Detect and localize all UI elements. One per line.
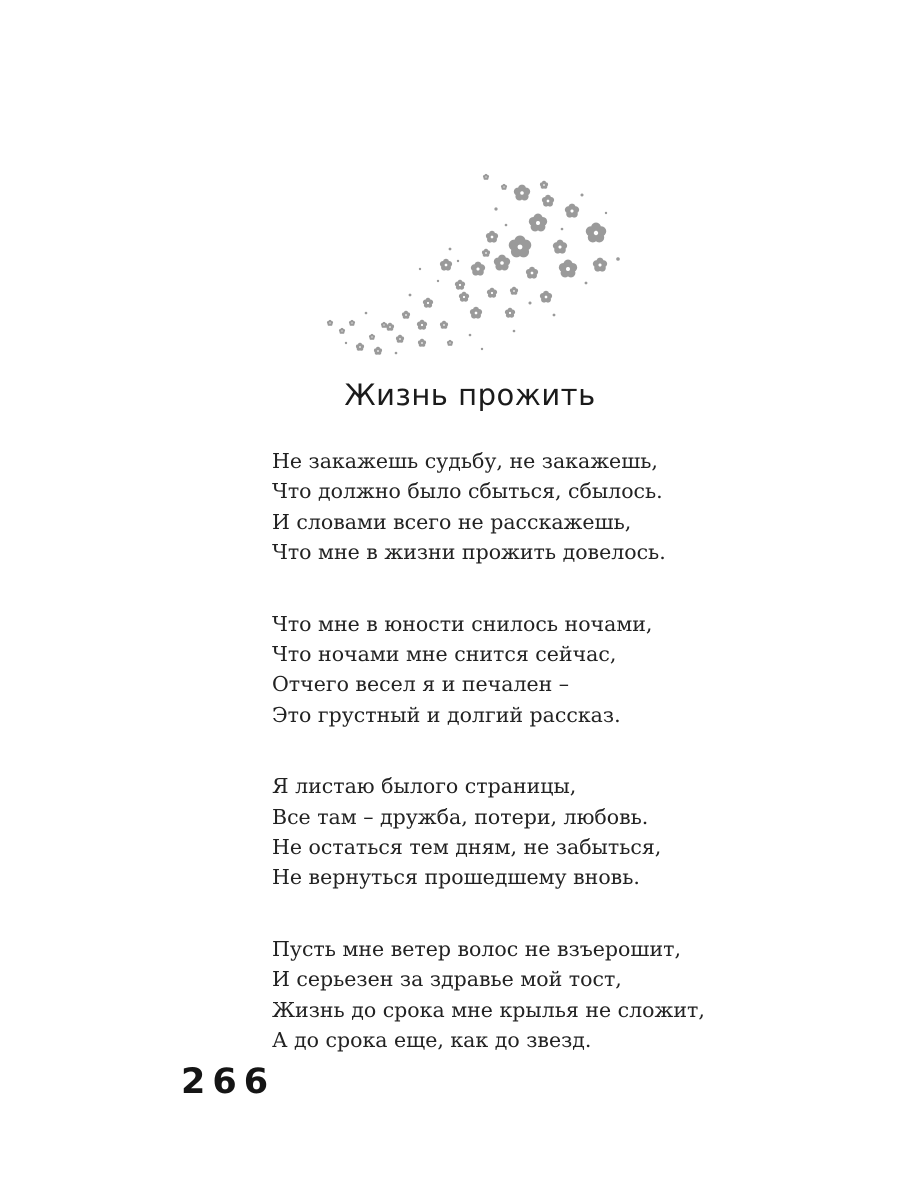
petal-dot xyxy=(505,224,508,227)
flower-icon xyxy=(471,262,485,276)
flower-icon xyxy=(482,249,490,257)
flower-icon xyxy=(418,339,426,347)
flower-icon xyxy=(505,308,515,318)
page-number: 266 xyxy=(181,1062,276,1102)
petal-dot xyxy=(419,268,421,270)
petal-dot xyxy=(513,330,516,333)
petal-dot xyxy=(581,194,584,197)
stanza xyxy=(272,609,832,731)
stanza xyxy=(272,771,832,893)
petal-dot xyxy=(494,207,497,210)
petal-dot xyxy=(449,248,452,251)
flower-icon xyxy=(542,195,554,207)
flower-icon xyxy=(540,291,552,303)
flower-icon xyxy=(529,214,547,232)
petal-dot xyxy=(457,260,459,262)
petal-dot xyxy=(395,352,398,355)
poem-line: А до срока еще, как до звезд. xyxy=(272,1028,592,1053)
petal-dot xyxy=(553,314,556,317)
flower-icon xyxy=(514,185,530,201)
poem-line: Что мне в жизни прожить довелось. xyxy=(272,540,666,565)
flower-icon xyxy=(396,335,404,343)
flower-icon xyxy=(540,181,548,189)
flower-icon xyxy=(356,343,364,351)
poem-body xyxy=(272,446,832,1097)
poem-line: Жизнь до срока мне крылья не сложит, xyxy=(272,997,705,1022)
flower-icon xyxy=(447,340,453,346)
poem-line: Что ночами мне снится сейчас, xyxy=(272,642,617,667)
flower-icon xyxy=(501,184,507,190)
flower-icon xyxy=(593,258,607,272)
poem-line: Не вернуться прошедшему вновь. xyxy=(272,865,640,890)
poem-line: Что должно было сбыться, сбылось. xyxy=(272,479,663,504)
poem-line: Пусть мне ветер волос не взъерошит, xyxy=(272,936,681,961)
petal-dot xyxy=(616,257,620,261)
stanza xyxy=(272,934,832,1056)
petal-dot xyxy=(437,280,439,282)
flower-icon xyxy=(455,280,465,290)
petal-dot xyxy=(365,312,368,315)
poem-line: Это грустный и долгий рассказ. xyxy=(272,702,621,727)
poem-line: И словами всего не расскажешь, xyxy=(272,509,632,534)
petal-dot xyxy=(529,302,532,305)
poem-line: И серьезен за здравье мой тост, xyxy=(272,967,622,992)
petal-dot xyxy=(469,334,472,337)
flower-icon xyxy=(369,334,375,340)
flower-icon xyxy=(483,174,489,180)
flower-icon xyxy=(494,255,510,271)
petal-dot xyxy=(605,212,607,214)
flower-icon xyxy=(459,292,469,302)
flower-icon xyxy=(349,320,355,326)
flower-icon xyxy=(487,288,497,298)
flower-icon xyxy=(526,267,538,279)
poem-line: Отчего весел я и печален – xyxy=(272,672,570,697)
flower-icon xyxy=(440,259,452,271)
flower-icon xyxy=(586,223,606,243)
flower-icon xyxy=(565,204,579,218)
poem-line: Не остаться тем дням, не забыться, xyxy=(272,835,662,860)
poem-line: Все там – дружба, потери, любовь. xyxy=(272,804,649,829)
petal-dot xyxy=(561,228,564,231)
flower-icon xyxy=(381,322,387,328)
petal-dot xyxy=(409,294,412,297)
petal-dot xyxy=(481,348,483,350)
poem-line: Что мне в юности снилось ночами, xyxy=(272,611,653,636)
flower-icon xyxy=(402,311,410,319)
flower-icon xyxy=(423,298,433,308)
flower-icon xyxy=(327,320,333,326)
flower-icon xyxy=(386,323,394,331)
flower-swirl-icon xyxy=(300,165,640,365)
stanza xyxy=(272,446,832,568)
petal-dot xyxy=(585,282,588,285)
flower-icon xyxy=(339,328,345,334)
flower-icon xyxy=(440,321,448,329)
flower-icon xyxy=(374,347,382,355)
flower-icon xyxy=(553,240,567,254)
poem-line: Я листаю былого страницы, xyxy=(272,774,577,799)
flower-icon xyxy=(509,235,532,257)
flower-icon xyxy=(470,307,482,319)
flower-icon xyxy=(559,260,577,278)
flower-icon xyxy=(510,287,518,295)
poem-title: Жизнь прожить xyxy=(344,378,596,412)
petal-dot xyxy=(345,342,347,344)
flower-icon xyxy=(486,231,498,243)
poem-line: Не закажешь судьбу, не закажешь, xyxy=(272,449,658,473)
flower-icon xyxy=(417,320,427,330)
